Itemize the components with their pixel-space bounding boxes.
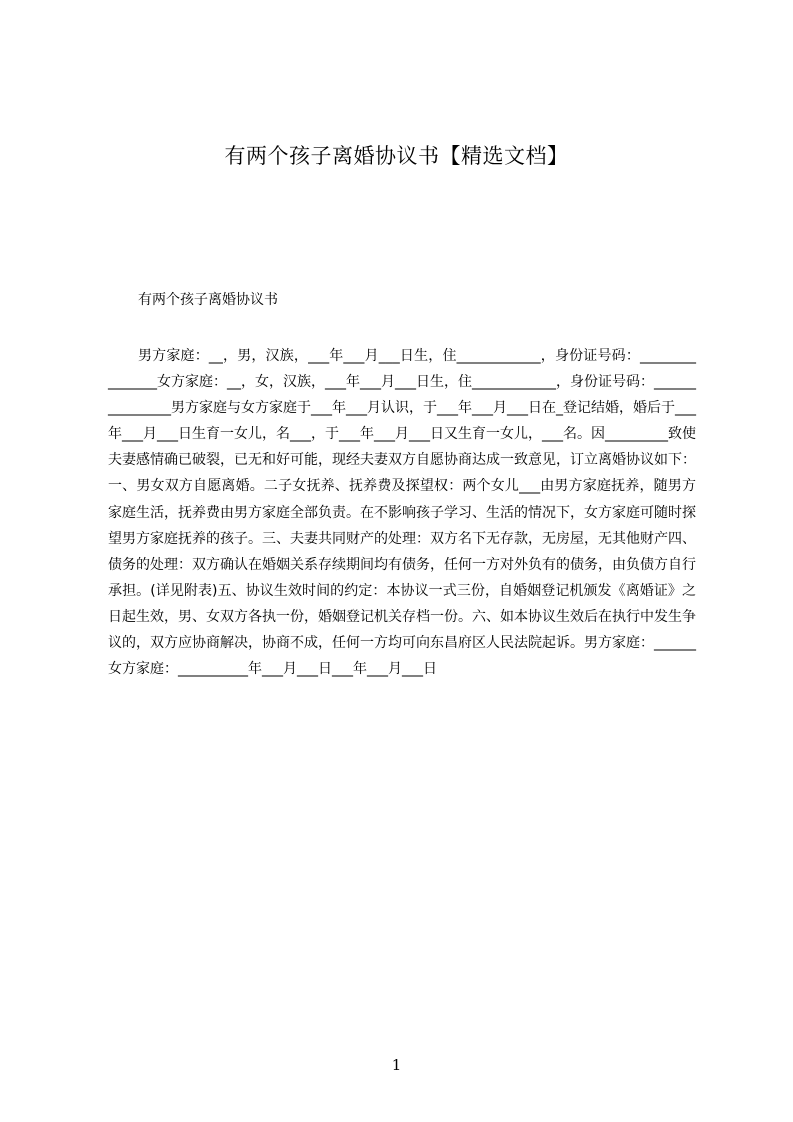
document-title: 有两个孩子离婚协议书【精选文档】 [224, 144, 569, 168]
page-number: 1 [391, 1056, 402, 1074]
document-subtitle: 有两个孩子离婚协议书 [138, 292, 278, 308]
agreement-body-text: 男方家庭：__，男，汉族，___年___月___日生，住____________，身份证号码：_______________女方家庭：__，女，汉族，___年___月___日生，住____________，身份证号码：_______________男方家庭与女方家庭于___年___月认识，于___年___月___日在_登记结婚，婚后于___年___月___日生育一女儿，名___，于___年___月___日又生育一女儿，___名。因_________致使夫妻感情确已破裂，已无和好可能，现经夫妻双方自愿协商达成一致意见，订立离婚协议如下：一、男女双方自愿离婚。二子女抚养、抚养费及探望权：两个女儿___由男方家庭抚养，随男方家庭生活，抚养费由男方家庭全部负责。在不影响孩子学习、生活的情况下，女方家庭可随时探望男方家庭抚养的孩子。三、夫妻共同财产的处理：双方名下无存款，无房屋，无其他财产四、债务的处理：双方确认在婚姻关系存续期间均有债务，任何一方对外负有的债务，由负债方自行承担。(详见附表)五、协议生效时间的约定：本协议一式三份，自婚姻登记机颁发《离婚证》之日起生效，男、女双方各执一份，婚姻登记机关存档一份。六、如本协议生效后在执行中发生争议的，双方应协商解决，协商不成，任何一方均可向东昌府区人民法院起诉。男方家庭：______女方家庭：__________年___月___日___年___月___日 [108, 348, 696, 678]
